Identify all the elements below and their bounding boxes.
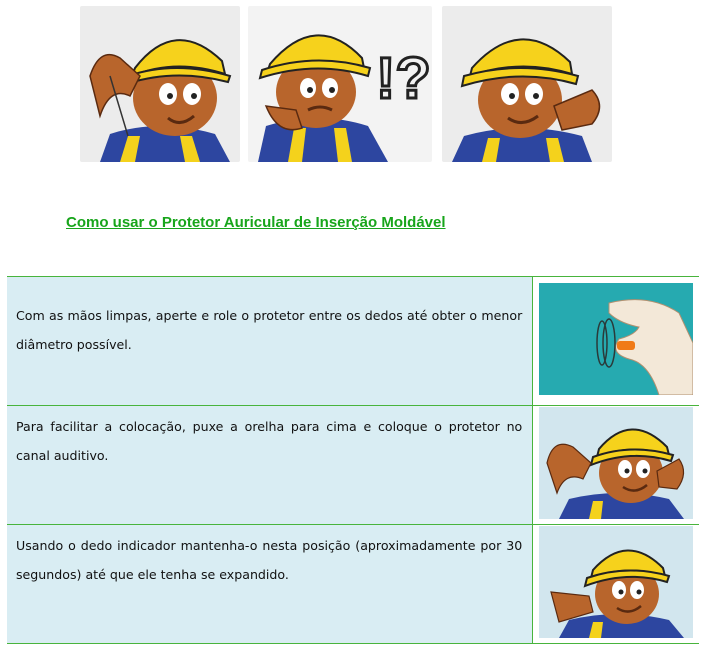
step-image-cell (533, 525, 699, 644)
table-row (7, 406, 699, 525)
worker-holding-earplug-image-small (539, 526, 693, 638)
step-text-cell (7, 525, 533, 644)
step-text-cell (7, 406, 533, 525)
worker-pulling-ear-image (539, 407, 693, 519)
worker-holding-earplug-image (442, 6, 612, 162)
step-text-cell (7, 277, 533, 406)
step-1-text: Com as mãos limpas, aperte e role o protetor entre os dedos até obter o menor diâmetro possível. (16, 308, 523, 352)
hand-rolling-earplug-image (539, 283, 693, 395)
table-row (7, 277, 699, 406)
worker-confused-image (248, 6, 432, 162)
table-row (7, 525, 699, 644)
step-2-text: Para facilitar a colocação, puxe a orelha para cima e coloque o protetor no canal auditivo. (16, 419, 523, 463)
step-image-cell (533, 406, 699, 525)
step-3-text: Usando o dedo indicador mantenha-o nesta posição (aproximadamente por 30 segundos) até que ele tenha se expandido. (16, 538, 523, 582)
page-title: Como usar o Protetor Auricular de Inserção Moldável (66, 214, 446, 231)
illustration-strip (80, 6, 612, 162)
step-image-cell (533, 277, 699, 406)
steps-table (7, 276, 699, 644)
worker-inserting-earplug-image (80, 6, 240, 162)
exclaim-question-symbol: !? (376, 46, 431, 111)
